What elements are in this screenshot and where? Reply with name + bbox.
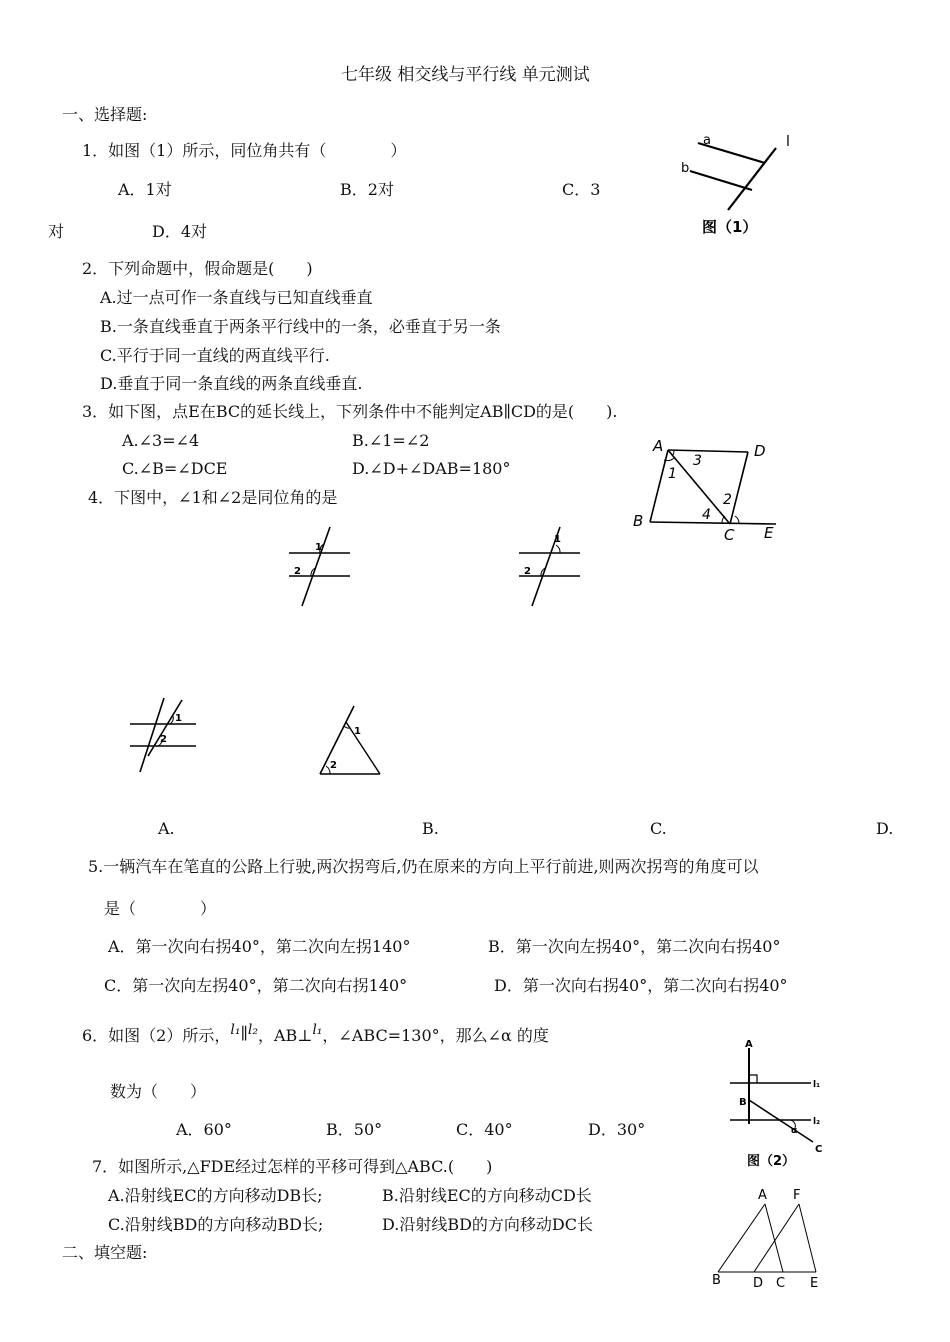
figure-q3-parallelogram (628, 432, 788, 547)
q6-stem-mid: ，AB⊥ (257, 1026, 313, 1045)
figure-2 (725, 1038, 837, 1170)
fig2-label-l1: l₁ (813, 1080, 821, 1090)
q2-option-d: D.垂直于同一条直线的两条直线垂直. (100, 374, 363, 393)
q6-stem (82, 1022, 549, 1047)
q3-option-c: C.∠B=∠DCE (122, 459, 228, 478)
q6-option-c: C．40° (456, 1120, 513, 1139)
fig1-label-a: a (703, 133, 711, 148)
figure-q4-a (284, 524, 354, 608)
q2-option-a: A.过一点可作一条直线与已知直线垂直 (100, 288, 373, 307)
page-title: 七年级 相交线与平行线 单元测试 (341, 65, 590, 85)
fig1-label-l: l (786, 134, 790, 150)
q7-option-d: D.沿射线BD的方向移动DC长 (382, 1215, 594, 1234)
q7-label-F: F (793, 1188, 801, 1203)
q3-angle-1: 1 (668, 466, 677, 482)
q5-option-a: A．第一次向右拐40°，第二次向左拐140° (108, 937, 411, 956)
q6-stem-cont: 数为（ ） (110, 1082, 207, 1101)
q3-label-B: B (633, 512, 644, 530)
figure-q4-d (316, 704, 386, 776)
q3-angle-2: 2 (723, 492, 732, 508)
q7-label-C: C (776, 1276, 786, 1291)
q3-label-C: C (724, 526, 735, 544)
q6-option-d: D．30° (588, 1120, 646, 1139)
q1-option-b: B．2对 (340, 180, 394, 199)
q3-angle-4: 4 (702, 507, 711, 523)
q3-angle-3: 3 (693, 453, 702, 469)
q5-option-c: C．第一次向左拐40°，第二次向右拐140° (104, 976, 408, 995)
q7-option-b: B.沿射线EC的方向移动CD长 (382, 1186, 592, 1205)
q2-stem: 2．下列命题中，假命题是( ) (82, 259, 313, 278)
figure-1 (670, 128, 800, 240)
q7-label-D: D (753, 1276, 764, 1291)
figure-q4-b (514, 524, 584, 608)
q3-option-b: B.∠1=∠2 (352, 431, 430, 450)
q6-option-b: B．50° (326, 1120, 383, 1139)
fig2-label-alpha: α (791, 1126, 798, 1136)
q6-stem-suffix: ，∠ABC=130°，那么∠α 的度 (322, 1026, 549, 1045)
q1-option-d: D．4对 (152, 222, 208, 241)
fig2-label-l2: l₂ (813, 1117, 821, 1127)
q7-label-B: B (712, 1273, 721, 1288)
q3-stem: 3．如下图，点E在BC的延长线上，下列条件中不能判定AB∥CD的是( ). (82, 402, 618, 421)
q7-option-c: C.沿射线BD的方向移动BD长; (108, 1215, 324, 1234)
q4b-angle-1: 1 (554, 534, 561, 545)
q6-stem-prefix: 6．如图（2）所示， (82, 1026, 231, 1045)
q4-option-d: D. (876, 819, 894, 838)
q7-option-a: A.沿射线EC的方向移动DB长; (108, 1186, 323, 1205)
q4c-angle-2: 2 (160, 734, 167, 745)
fig1-label-b: b (681, 161, 690, 176)
q2-option-c: C.平行于同一直线的两直线平行. (100, 346, 330, 365)
q5-stem-cont: 是（ ） (104, 899, 217, 918)
q3-option-a: A.∠3=∠4 (122, 431, 200, 450)
q6-parallel: ∥ (240, 1024, 248, 1043)
section-heading-fill: 二、填空题: (62, 1243, 148, 1262)
fig2-label-B: B (739, 1097, 747, 1108)
q6-l2: l₂ (247, 1022, 258, 1038)
q4b-angle-2: 2 (524, 566, 531, 577)
q4-option-a: A. (158, 819, 175, 838)
q7-stem: 7．如图所示,△FDE经过怎样的平移可得到△ABC.( ) (92, 1157, 493, 1176)
figure-q4-c (128, 694, 200, 774)
q5-option-b: B．第一次向左拐40°，第二次向右拐40° (488, 937, 781, 956)
section-heading-choice: 一、选择题: (62, 105, 148, 124)
q3-label-A: A (653, 437, 664, 455)
fig1-caption: 图（1） (702, 218, 758, 236)
q4c-angle-1: 1 (175, 713, 182, 724)
q4d-angle-1: 1 (354, 726, 361, 737)
q2-option-b: B.一条直线垂直于两条平行线中的一条，必垂直于另一条 (100, 317, 501, 336)
q1-option-c-cont: 对 (48, 222, 65, 241)
q6-l1b: l₁ (312, 1022, 323, 1038)
q7-label-E: E (810, 1276, 819, 1291)
q4d-angle-2: 2 (330, 760, 337, 771)
fig2-label-A: A (745, 1039, 753, 1050)
q3-label-E: E (764, 524, 774, 542)
fig2-label-C: C (815, 1144, 823, 1155)
q4-option-b: B. (422, 819, 439, 838)
q6-l1: l₁ (230, 1022, 241, 1038)
q3-option-d: D.∠D+∠DAB=180° (352, 459, 511, 478)
q4-option-c: C. (650, 819, 667, 838)
q4-stem: 4．下图中，∠1和∠2是同位角的是 (88, 488, 338, 507)
q5-stem: 5.一辆汽车在笔直的公路上行驶,两次拐弯后,仍在原来的方向上平行前进,则两次拐弯的角度可以 (88, 857, 759, 876)
q1-option-c: C．3 (562, 180, 601, 199)
q6-option-a: A．60° (176, 1120, 232, 1139)
q3-label-D: D (754, 442, 766, 460)
q1-stem: 1．如图（1）所示，同位角共有（ ） (82, 141, 407, 160)
q7-label-A: A (758, 1188, 767, 1203)
q5-option-d: D．第一次向右拐40°，第二次向右拐40° (494, 976, 788, 995)
figure-q7-triangles (708, 1184, 832, 1294)
q4a-angle-2: 2 (294, 566, 301, 577)
q4a-angle-1: 1 (315, 542, 322, 553)
fig2-caption: 图（2） (747, 1154, 796, 1169)
q1-option-a: A．1对 (118, 180, 172, 199)
